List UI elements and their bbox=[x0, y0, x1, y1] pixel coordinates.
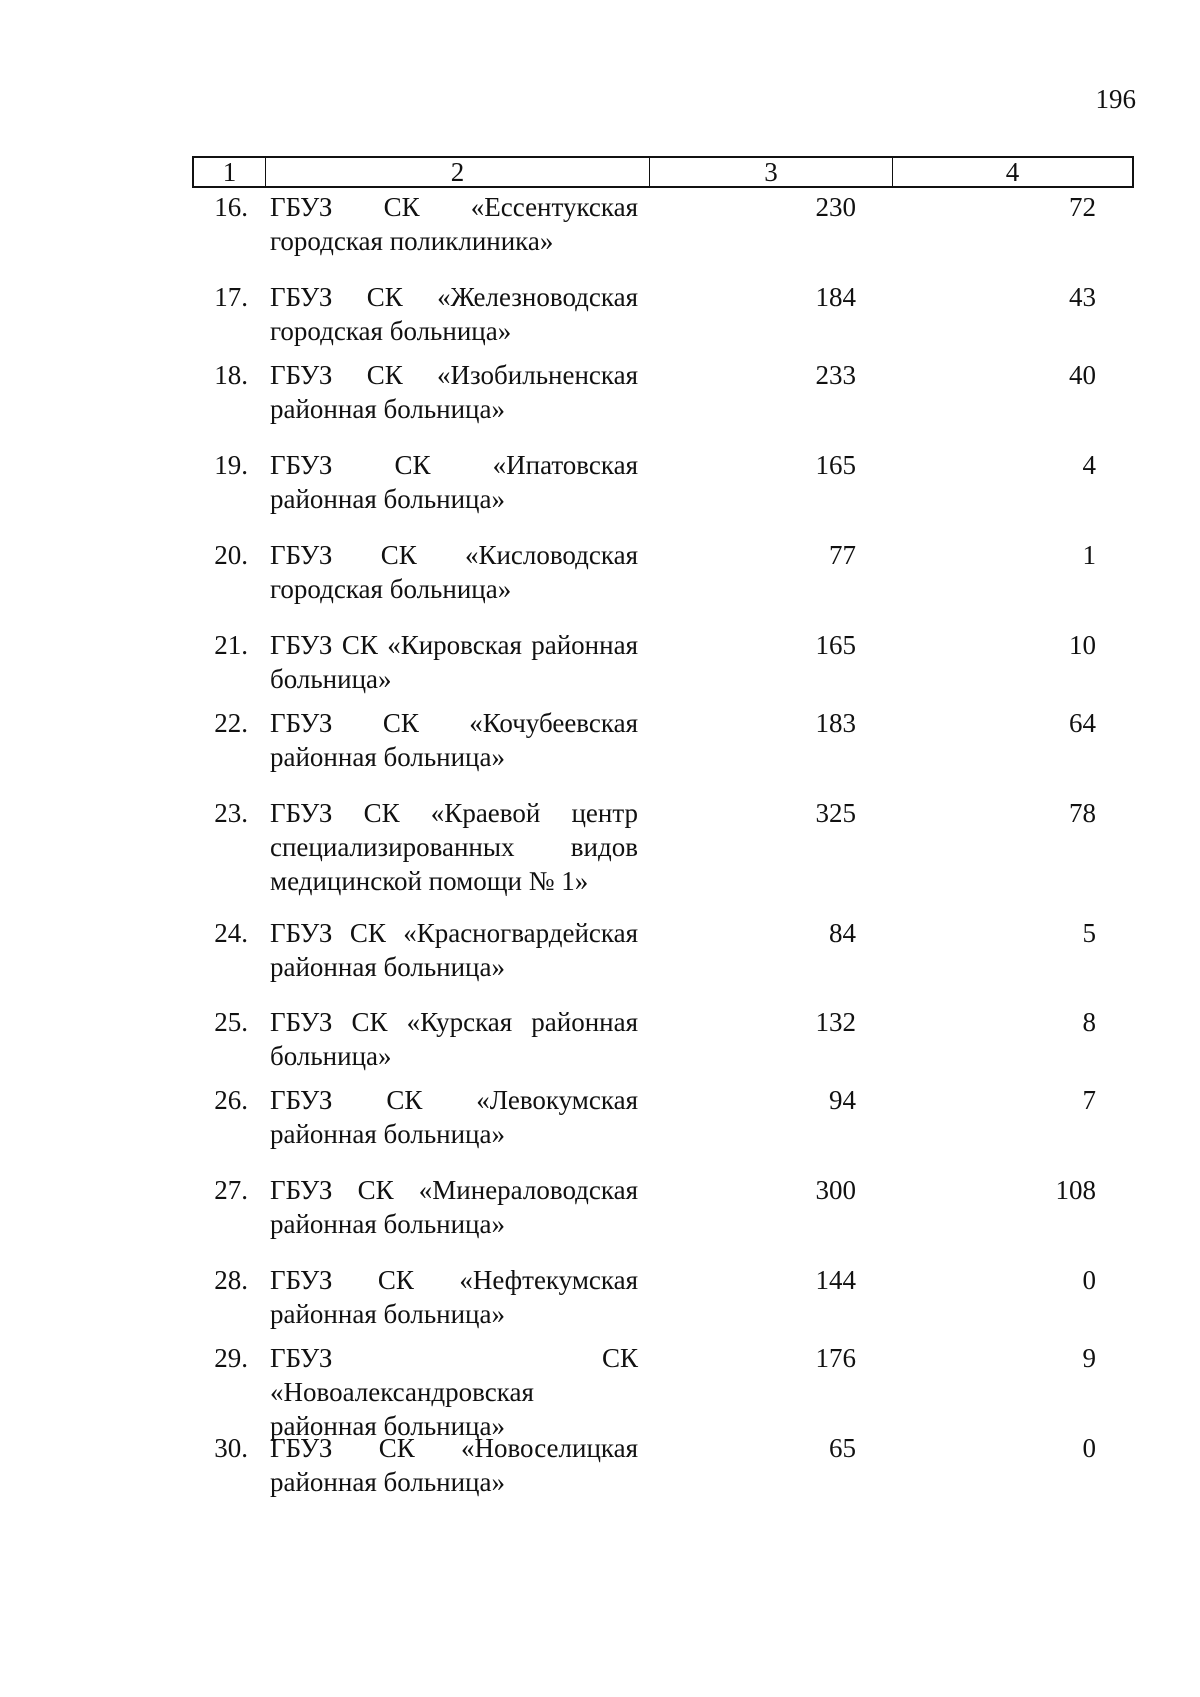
table-row bbox=[192, 1263, 1106, 1331]
value-col-3: 144 bbox=[815, 1265, 856, 1295]
row-number: 27. bbox=[214, 1175, 248, 1205]
institution-name: ГБУЗ СК «Новоалександровская районная больница» bbox=[270, 1343, 638, 1441]
value-col-3: 325 bbox=[815, 798, 856, 828]
value-col-3: 132 bbox=[815, 1007, 856, 1037]
table-row bbox=[192, 628, 1106, 696]
row-number: 16. bbox=[214, 192, 248, 222]
row-number: 23. bbox=[214, 798, 248, 828]
institution-name: ГБУЗ СК «Ессентукская городская поликлиника» bbox=[270, 192, 638, 256]
header-col-2: 2 bbox=[266, 158, 650, 186]
value-col-3: 183 bbox=[815, 708, 856, 738]
value-col-3: 300 bbox=[815, 1175, 856, 1205]
value-col-4: 0 bbox=[1082, 1433, 1096, 1463]
row-number: 26. bbox=[214, 1085, 248, 1115]
value-col-3: 230 bbox=[815, 192, 856, 222]
table-row bbox=[192, 358, 1106, 426]
table-row bbox=[192, 1173, 1106, 1241]
table-row bbox=[192, 916, 1106, 984]
table-row bbox=[192, 796, 1106, 898]
table-row bbox=[192, 448, 1106, 516]
table-row bbox=[192, 538, 1106, 606]
value-col-3: 165 bbox=[815, 630, 856, 660]
institution-name: ГБУЗ СК «Красногвардейская районная больница» bbox=[270, 918, 638, 982]
table-row bbox=[192, 1005, 1106, 1073]
table-row bbox=[192, 1431, 1106, 1499]
value-col-4: 1 bbox=[1082, 540, 1096, 570]
value-col-4: 0 bbox=[1082, 1265, 1096, 1295]
institution-name: ГБУЗ СК «Кировская районная больница» bbox=[270, 630, 638, 694]
value-col-3: 233 bbox=[815, 360, 856, 390]
institution-name: ГБУЗ СК «Минераловодская районная больница» bbox=[270, 1175, 638, 1239]
table-row bbox=[192, 190, 1106, 258]
header-col-3: 3 bbox=[650, 158, 893, 186]
row-number: 25. bbox=[214, 1007, 248, 1037]
institution-name: ГБУЗ СК «Левокумская районная больница» bbox=[270, 1085, 638, 1149]
institution-name: ГБУЗ СК «Железноводская городская больница» bbox=[270, 282, 638, 346]
value-col-4: 72 bbox=[1069, 192, 1096, 222]
table-row bbox=[192, 280, 1106, 348]
value-col-4: 7 bbox=[1082, 1085, 1096, 1115]
value-col-4: 10 bbox=[1069, 630, 1096, 660]
value-col-4: 64 bbox=[1069, 708, 1096, 738]
value-col-4: 8 bbox=[1082, 1007, 1096, 1037]
value-col-3: 84 bbox=[829, 918, 856, 948]
value-col-3: 165 bbox=[815, 450, 856, 480]
value-col-4: 5 bbox=[1082, 918, 1096, 948]
institution-name: ГБУЗ СК «Курская районная больница» bbox=[270, 1007, 638, 1071]
row-number: 21. bbox=[214, 630, 248, 660]
table-header bbox=[192, 156, 1134, 188]
row-number: 24. bbox=[214, 918, 248, 948]
value-col-3: 77 bbox=[829, 540, 856, 570]
value-col-3: 176 bbox=[815, 1343, 856, 1373]
table-row bbox=[192, 706, 1106, 774]
value-col-3: 184 bbox=[815, 282, 856, 312]
value-col-4: 4 bbox=[1082, 450, 1096, 480]
row-number: 18. bbox=[214, 360, 248, 390]
institution-name: ГБУЗ СК «Ипатовская районная больница» bbox=[270, 450, 638, 514]
institution-name: ГБУЗ СК «Новоселицкая районная больница» bbox=[270, 1433, 638, 1497]
table-row bbox=[192, 1083, 1106, 1151]
institution-name: ГБУЗ СК «Кисловодская городская больница» bbox=[270, 540, 638, 604]
value-col-4: 78 bbox=[1069, 798, 1096, 828]
row-number: 17. bbox=[214, 282, 248, 312]
value-col-4: 43 bbox=[1069, 282, 1096, 312]
value-col-4: 9 bbox=[1082, 1343, 1096, 1373]
institution-name: ГБУЗ СК «Нефтекумская районная больница» bbox=[270, 1265, 638, 1329]
value-col-3: 65 bbox=[829, 1433, 856, 1463]
row-number: 20. bbox=[214, 540, 248, 570]
header-col-1: 1 bbox=[194, 158, 266, 186]
value-col-4: 108 bbox=[1055, 1175, 1096, 1205]
value-col-3: 94 bbox=[829, 1085, 856, 1115]
row-number: 28. bbox=[214, 1265, 248, 1295]
header-col-4: 4 bbox=[1005, 156, 1020, 187]
institution-name: ГБУЗ СК «Изобильненская районная больница» bbox=[270, 360, 638, 424]
table-row bbox=[192, 1341, 1106, 1443]
row-number: 30. bbox=[214, 1433, 248, 1463]
institution-name: ГБУЗ СК «Краевой центр специализированных видов медицинской помощи № 1» bbox=[270, 798, 638, 896]
value-col-4: 40 bbox=[1069, 360, 1096, 390]
page-number: 196 bbox=[1095, 84, 1136, 114]
institution-name: ГБУЗ СК «Кочубеевская районная больница» bbox=[270, 708, 638, 772]
row-number: 29. bbox=[214, 1343, 248, 1373]
row-number: 19. bbox=[214, 450, 248, 480]
row-number: 22. bbox=[214, 708, 248, 738]
